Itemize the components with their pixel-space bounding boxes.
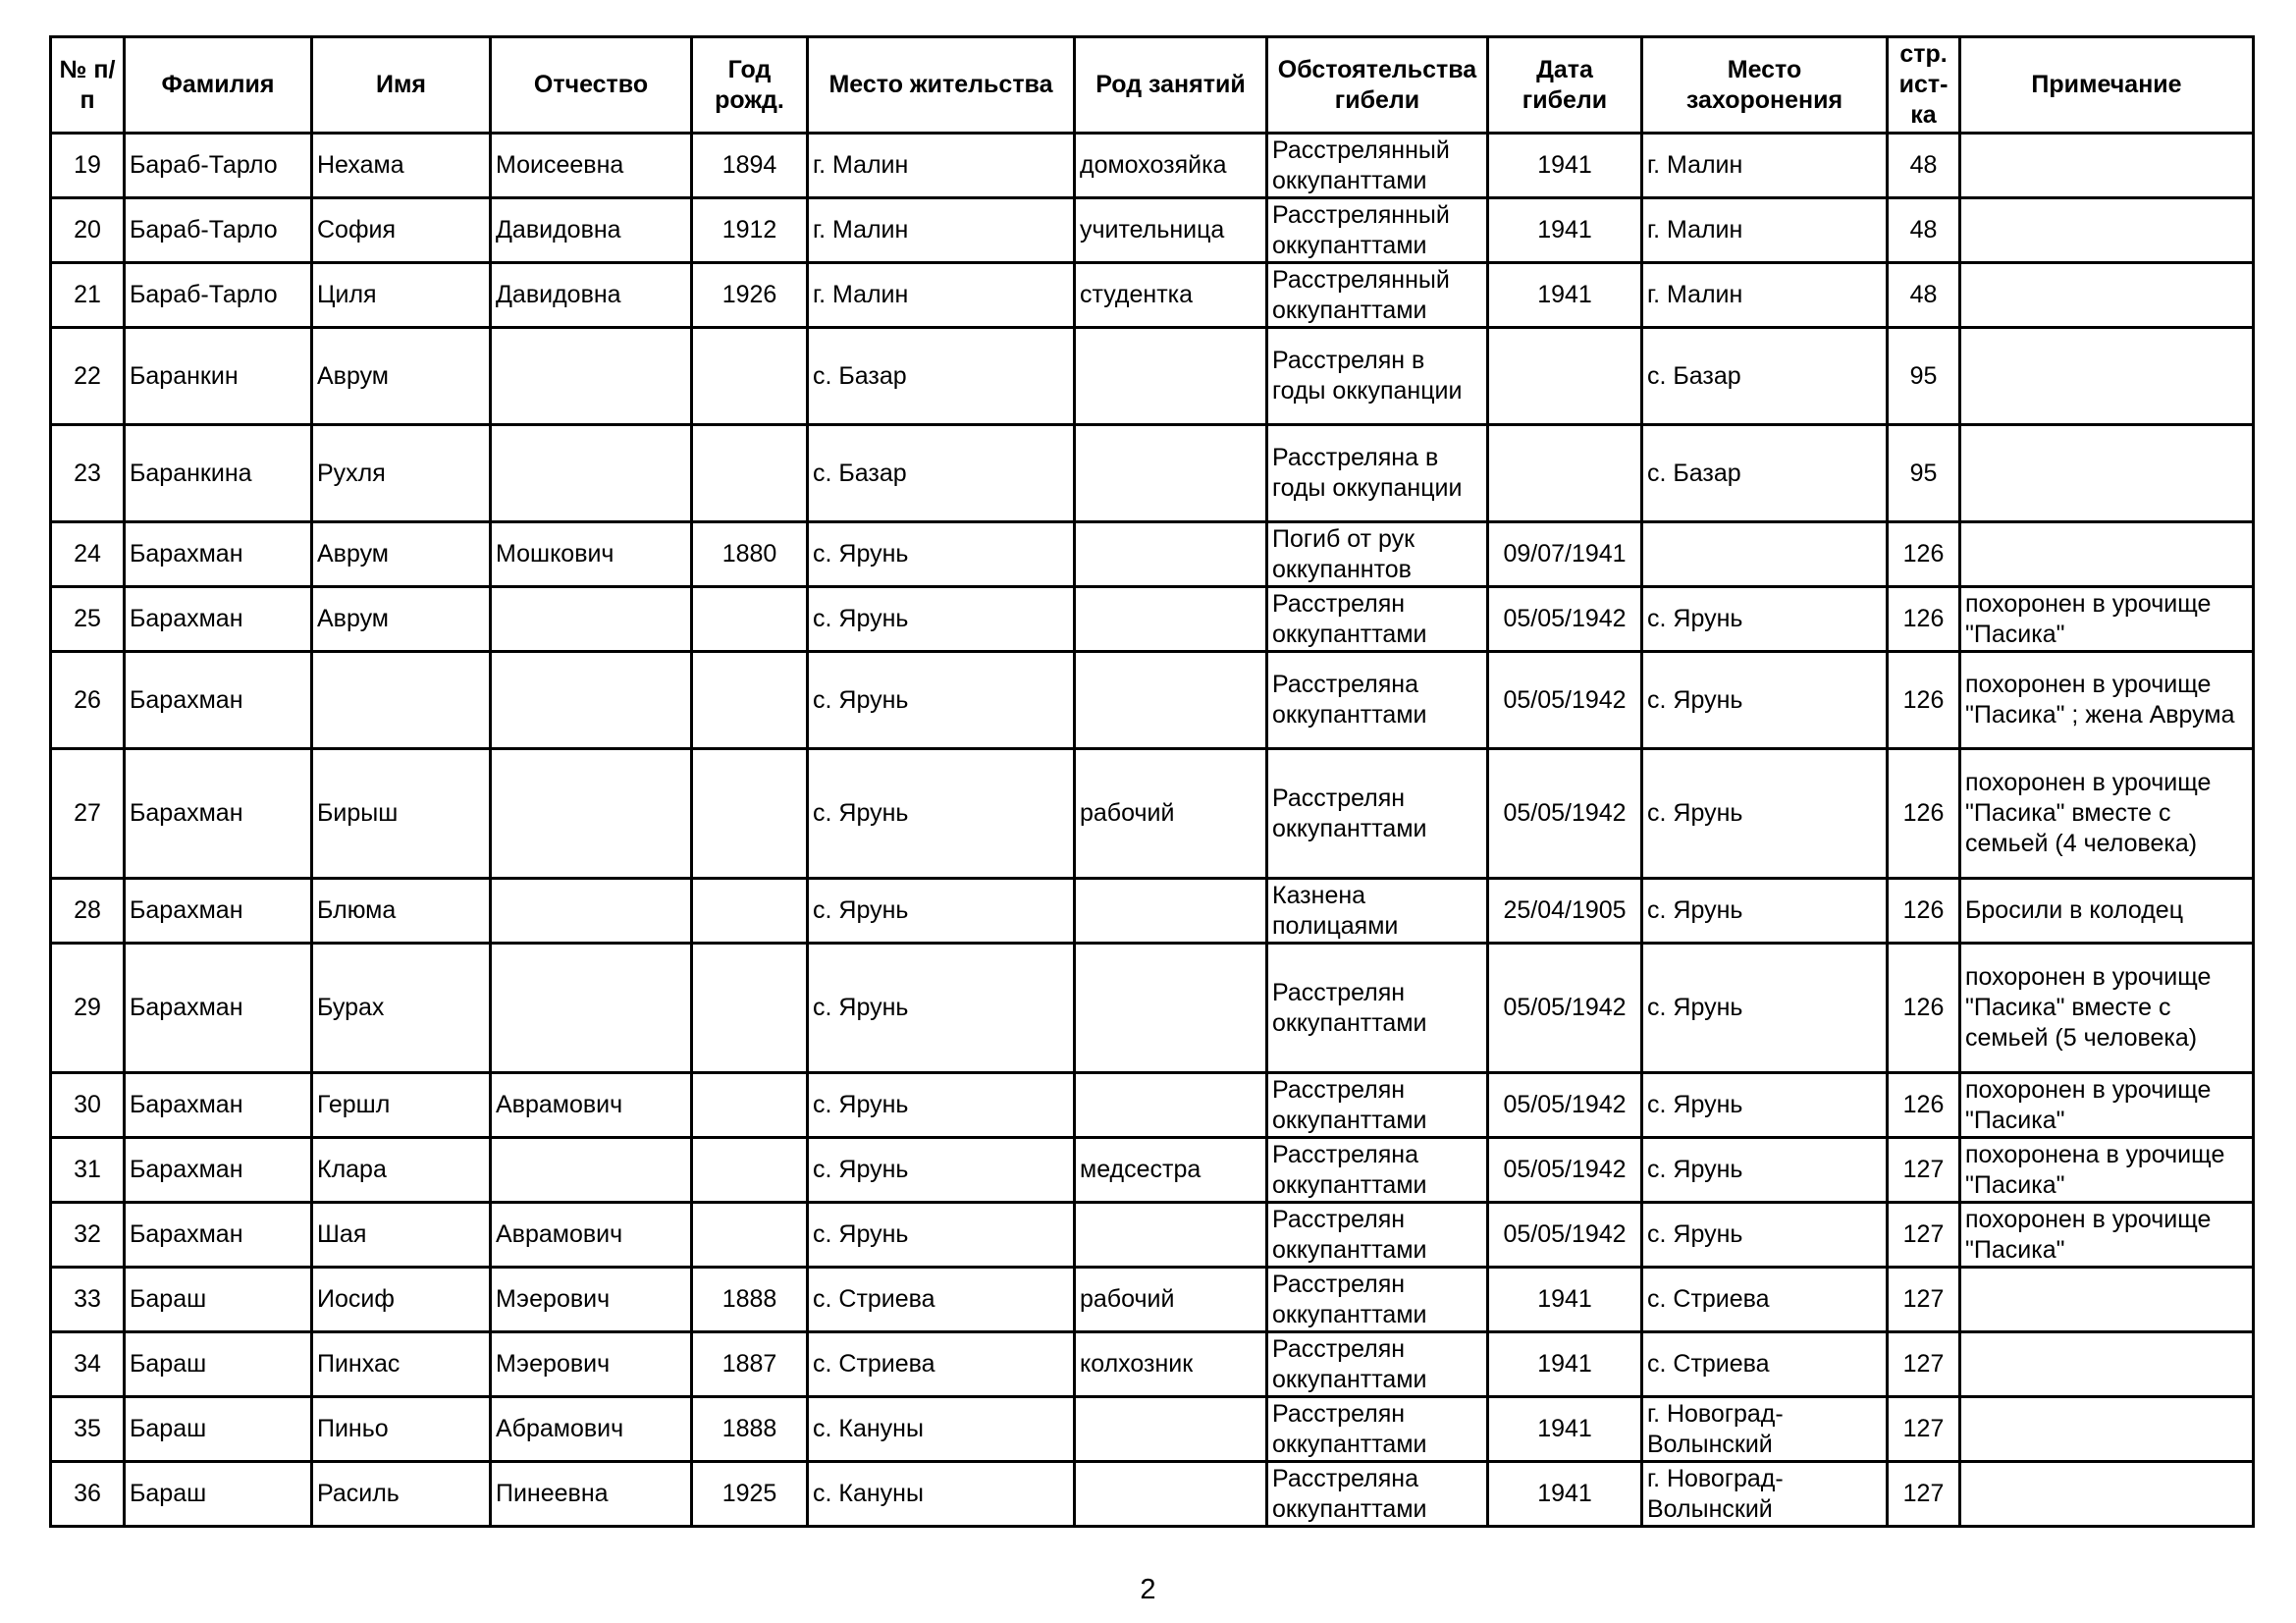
cell-death-date: 1941 [1488, 1462, 1642, 1527]
cell-birth-year [692, 1073, 808, 1138]
cell-burial-place: г. Малин [1642, 263, 1888, 328]
cell-patronymic: Давидовна [491, 263, 692, 328]
table-row [51, 587, 2254, 652]
table-row [51, 1073, 2254, 1138]
column-header-occupation: Род занятий [1075, 37, 1267, 134]
cell-patronymic [491, 749, 692, 879]
cell-death-date: 05/05/1942 [1488, 652, 1642, 749]
cell-surname: Барахман [125, 879, 312, 944]
cell-name [312, 652, 491, 749]
cell-surname: Барахман [125, 749, 312, 879]
cell-death-circumstances: Расстрелян в годы оккупанции [1267, 328, 1488, 425]
cell-surname: Барахман [125, 944, 312, 1073]
cell-patronymic [491, 652, 692, 749]
cell-name: Рухля [312, 425, 491, 522]
cell-name: Аврум [312, 328, 491, 425]
cell-name: Нехама [312, 134, 491, 198]
cell-death-circumstances: Расстрелян оккупанттами [1267, 1073, 1488, 1138]
cell-number: 20 [51, 198, 125, 263]
cell-number: 21 [51, 263, 125, 328]
cell-occupation: медсестра [1075, 1138, 1267, 1203]
cell-number: 36 [51, 1462, 125, 1527]
table-header-row [51, 37, 2254, 134]
cell-birth-year: 1880 [692, 522, 808, 587]
cell-number: 19 [51, 134, 125, 198]
cell-death-circumstances: Расстрелян оккупанттами [1267, 1397, 1488, 1462]
cell-surname: Бараш [125, 1462, 312, 1527]
cell-surname: Бараб-Тарло [125, 134, 312, 198]
cell-surname: Барахман [125, 587, 312, 652]
cell-note: похоронен в урочище "Пасика" [1960, 587, 2254, 652]
cell-death-circumstances: Расстрелян оккупанттами [1267, 587, 1488, 652]
cell-note [1960, 425, 2254, 522]
cell-name: Гершл [312, 1073, 491, 1138]
cell-birth-year: 1888 [692, 1268, 808, 1332]
cell-source-page: 48 [1888, 198, 1960, 263]
cell-surname: Бараб-Тарло [125, 263, 312, 328]
victims-table [49, 35, 2255, 1528]
page-number: 2 [1140, 1574, 1156, 1605]
cell-occupation: учительница [1075, 198, 1267, 263]
cell-note: похоронен в урочище "Пасика" ; жена Аврума [1960, 652, 2254, 749]
cell-death-circumstances: Расстрелян оккупанттами [1267, 1203, 1488, 1268]
cell-source-page: 95 [1888, 328, 1960, 425]
cell-residence: с. Ярунь [808, 879, 1075, 944]
cell-name: Аврум [312, 522, 491, 587]
cell-burial-place: г. Новоград-Волынский [1642, 1462, 1888, 1527]
cell-burial-place: с. Ярунь [1642, 879, 1888, 944]
cell-patronymic [491, 944, 692, 1073]
cell-note [1960, 1397, 2254, 1462]
column-header-number: № п/п [51, 37, 125, 134]
cell-surname: Бараш [125, 1332, 312, 1397]
cell-source-page: 95 [1888, 425, 1960, 522]
cell-patronymic [491, 879, 692, 944]
cell-residence: г. Малин [808, 263, 1075, 328]
cell-note [1960, 134, 2254, 198]
cell-death-date: 05/05/1942 [1488, 1073, 1642, 1138]
cell-surname: Барахман [125, 1138, 312, 1203]
cell-burial-place: с. Ярунь [1642, 749, 1888, 879]
cell-birth-year [692, 879, 808, 944]
table-row [51, 1268, 2254, 1332]
cell-source-page: 126 [1888, 587, 1960, 652]
table-row [51, 1203, 2254, 1268]
cell-death-date: 1941 [1488, 198, 1642, 263]
cell-surname: Барахман [125, 1073, 312, 1138]
cell-occupation [1075, 1397, 1267, 1462]
cell-patronymic [491, 328, 692, 425]
cell-death-date: 1941 [1488, 1332, 1642, 1397]
cell-residence: с. Ярунь [808, 944, 1075, 1073]
cell-number: 24 [51, 522, 125, 587]
cell-patronymic [491, 1138, 692, 1203]
cell-residence: с. Ярунь [808, 1203, 1075, 1268]
column-header-birth-year: Год рожд. [692, 37, 808, 134]
cell-burial-place: с. Ярунь [1642, 587, 1888, 652]
cell-burial-place: с. Базар [1642, 328, 1888, 425]
cell-occupation [1075, 587, 1267, 652]
cell-death-date: 05/05/1942 [1488, 749, 1642, 879]
column-header-death-date: Дата гибели [1488, 37, 1642, 134]
cell-patronymic: Пинеевна [491, 1462, 692, 1527]
cell-name: Клара [312, 1138, 491, 1203]
cell-name: Иосиф [312, 1268, 491, 1332]
cell-number: 22 [51, 328, 125, 425]
cell-source-page: 127 [1888, 1397, 1960, 1462]
cell-birth-year [692, 1138, 808, 1203]
cell-occupation: студентка [1075, 263, 1267, 328]
table-row [51, 879, 2254, 944]
cell-residence: с. Базар [808, 328, 1075, 425]
table-row [51, 328, 2254, 425]
cell-patronymic: Моисеевна [491, 134, 692, 198]
cell-birth-year: 1925 [692, 1462, 808, 1527]
column-header-source-page: стр. ист-ка [1888, 37, 1960, 134]
cell-source-page: 48 [1888, 134, 1960, 198]
column-header-name: Имя [312, 37, 491, 134]
cell-burial-place: с. Ярунь [1642, 652, 1888, 749]
cell-burial-place: г. Новоград-Волынский [1642, 1397, 1888, 1462]
cell-patronymic: Мэерович [491, 1268, 692, 1332]
cell-source-page: 126 [1888, 652, 1960, 749]
cell-residence: с. Ярунь [808, 587, 1075, 652]
cell-burial-place: с. Базар [1642, 425, 1888, 522]
cell-occupation [1075, 522, 1267, 587]
column-header-patronymic: Отчество [491, 37, 692, 134]
cell-burial-place: г. Малин [1642, 134, 1888, 198]
table-row [51, 1397, 2254, 1462]
cell-name: Аврум [312, 587, 491, 652]
cell-patronymic [491, 425, 692, 522]
cell-birth-year [692, 1203, 808, 1268]
cell-number: 34 [51, 1332, 125, 1397]
cell-source-page: 126 [1888, 1073, 1960, 1138]
cell-number: 27 [51, 749, 125, 879]
cell-number: 35 [51, 1397, 125, 1462]
table-row [51, 263, 2254, 328]
cell-residence: с. Ярунь [808, 652, 1075, 749]
cell-note [1960, 1462, 2254, 1527]
cell-occupation [1075, 879, 1267, 944]
cell-birth-year: 1888 [692, 1397, 808, 1462]
cell-note [1960, 263, 2254, 328]
cell-number: 29 [51, 944, 125, 1073]
cell-occupation [1075, 652, 1267, 749]
cell-birth-year [692, 652, 808, 749]
cell-residence: с. Кануны [808, 1462, 1075, 1527]
cell-burial-place: с. Ярунь [1642, 1138, 1888, 1203]
cell-residence: с. Кануны [808, 1397, 1075, 1462]
cell-number: 30 [51, 1073, 125, 1138]
cell-name: София [312, 198, 491, 263]
cell-death-date: 09/07/1941 [1488, 522, 1642, 587]
table-row [51, 944, 2254, 1073]
cell-occupation [1075, 328, 1267, 425]
cell-occupation: домохозяйка [1075, 134, 1267, 198]
cell-residence: г. Малин [808, 198, 1075, 263]
column-header-note: Примечание [1960, 37, 2254, 134]
cell-death-date: 05/05/1942 [1488, 1138, 1642, 1203]
cell-death-circumstances: Расстрелян оккупанттами [1267, 1268, 1488, 1332]
cell-death-circumstances: Расстрелянный оккупанттами [1267, 263, 1488, 328]
cell-surname: Бараб-Тарло [125, 198, 312, 263]
cell-occupation: рабочий [1075, 1268, 1267, 1332]
cell-note [1960, 328, 2254, 425]
cell-birth-year [692, 944, 808, 1073]
cell-surname: Барахман [125, 1203, 312, 1268]
cell-note: похоронен в урочище "Пасика" вместе с семьей (5 человека) [1960, 944, 2254, 1073]
cell-patronymic: Мэерович [491, 1332, 692, 1397]
cell-source-page: 126 [1888, 944, 1960, 1073]
cell-death-circumstances: Расстрелян оккупанттами [1267, 1332, 1488, 1397]
cell-residence: с. Ярунь [808, 749, 1075, 879]
cell-death-date: 1941 [1488, 1397, 1642, 1462]
cell-note [1960, 1268, 2254, 1332]
cell-name: Циля [312, 263, 491, 328]
cell-occupation [1075, 425, 1267, 522]
cell-burial-place: с. Стриева [1642, 1332, 1888, 1397]
cell-death-date: 1941 [1488, 263, 1642, 328]
cell-death-circumstances: Погиб от рук оккупаннтов [1267, 522, 1488, 587]
cell-occupation: рабочий [1075, 749, 1267, 879]
cell-name: Шая [312, 1203, 491, 1268]
cell-death-date: 05/05/1942 [1488, 587, 1642, 652]
cell-death-date [1488, 425, 1642, 522]
cell-death-circumstances: Расстреляна оккупанттами [1267, 1462, 1488, 1527]
cell-source-page: 126 [1888, 749, 1960, 879]
cell-burial-place [1642, 522, 1888, 587]
cell-residence: с. Стриева [808, 1332, 1075, 1397]
cell-name: Бурах [312, 944, 491, 1073]
cell-name: Пиньо [312, 1397, 491, 1462]
table-row [51, 1332, 2254, 1397]
cell-residence: с. Стриева [808, 1268, 1075, 1332]
cell-birth-year [692, 587, 808, 652]
cell-patronymic: Давидовна [491, 198, 692, 263]
column-header-surname: Фамилия [125, 37, 312, 134]
column-header-residence: Место жительства [808, 37, 1075, 134]
cell-death-circumstances: Расстрелянный оккупанттами [1267, 134, 1488, 198]
cell-surname: Барахман [125, 652, 312, 749]
cell-death-date: 25/04/1905 [1488, 879, 1642, 944]
table-row [51, 1462, 2254, 1527]
table-row [51, 652, 2254, 749]
cell-birth-year [692, 328, 808, 425]
cell-residence: с. Базар [808, 425, 1075, 522]
cell-occupation [1075, 1203, 1267, 1268]
cell-source-page: 127 [1888, 1332, 1960, 1397]
cell-note [1960, 198, 2254, 263]
cell-surname: Баранкин [125, 328, 312, 425]
cell-number: 28 [51, 879, 125, 944]
cell-source-page: 126 [1888, 879, 1960, 944]
cell-note: похоронен в урочище "Пасика" вместе с семьей (4 человека) [1960, 749, 2254, 879]
cell-patronymic: Мошкович [491, 522, 692, 587]
cell-surname: Бараш [125, 1397, 312, 1462]
column-header-death-circumstances: Обстоятельства гибели [1267, 37, 1488, 134]
cell-note: похоронена в урочище "Пасика" [1960, 1138, 2254, 1203]
cell-occupation [1075, 1073, 1267, 1138]
table-row [51, 198, 2254, 263]
cell-birth-year [692, 749, 808, 879]
cell-number: 26 [51, 652, 125, 749]
table-row [51, 749, 2254, 879]
cell-birth-year [692, 425, 808, 522]
cell-name: Блюма [312, 879, 491, 944]
cell-patronymic [491, 587, 692, 652]
cell-surname: Баранкина [125, 425, 312, 522]
cell-death-circumstances: Расстрелянный оккупанттами [1267, 198, 1488, 263]
cell-death-date: 1941 [1488, 1268, 1642, 1332]
cell-occupation: колхозник [1075, 1332, 1267, 1397]
cell-name: Пинхас [312, 1332, 491, 1397]
cell-death-circumstances: Расстреляна оккупанттами [1267, 1138, 1488, 1203]
cell-patronymic: Аврамович [491, 1203, 692, 1268]
cell-occupation [1075, 1462, 1267, 1527]
cell-source-page: 127 [1888, 1138, 1960, 1203]
cell-death-date: 05/05/1942 [1488, 1203, 1642, 1268]
cell-death-circumstances: Казнена полицаями [1267, 879, 1488, 944]
cell-surname: Барахман [125, 522, 312, 587]
cell-number: 23 [51, 425, 125, 522]
cell-birth-year: 1887 [692, 1332, 808, 1397]
cell-source-page: 127 [1888, 1268, 1960, 1332]
cell-occupation [1075, 944, 1267, 1073]
cell-birth-year: 1926 [692, 263, 808, 328]
cell-note: похоронен в урочище "Пасика" [1960, 1073, 2254, 1138]
cell-source-page: 127 [1888, 1203, 1960, 1268]
cell-surname: Бараш [125, 1268, 312, 1332]
cell-death-circumstances: Расстреляна в годы оккупанции [1267, 425, 1488, 522]
cell-name: Бирыш [312, 749, 491, 879]
table-row [51, 425, 2254, 522]
cell-death-circumstances: Расстрелян оккупанттами [1267, 749, 1488, 879]
cell-name: Расиль [312, 1462, 491, 1527]
cell-death-circumstances: Расстрелян оккупанттами [1267, 944, 1488, 1073]
table-row [51, 134, 2254, 198]
cell-patronymic: Аврамович [491, 1073, 692, 1138]
cell-residence: с. Ярунь [808, 1138, 1075, 1203]
column-header-burial-place: Место захоронения [1642, 37, 1888, 134]
cell-note: Бросили в колодец [1960, 879, 2254, 944]
cell-number: 32 [51, 1203, 125, 1268]
cell-source-page: 48 [1888, 263, 1960, 328]
cell-number: 33 [51, 1268, 125, 1332]
cell-death-date: 1941 [1488, 134, 1642, 198]
table-row [51, 1138, 2254, 1203]
cell-death-date: 05/05/1942 [1488, 944, 1642, 1073]
cell-burial-place: с. Стриева [1642, 1268, 1888, 1332]
cell-birth-year: 1894 [692, 134, 808, 198]
cell-residence: г. Малин [808, 134, 1075, 198]
cell-burial-place: г. Малин [1642, 198, 1888, 263]
cell-note [1960, 522, 2254, 587]
table-row [51, 522, 2254, 587]
cell-note: похоронен в урочище "Пасика" [1960, 1203, 2254, 1268]
cell-death-circumstances: Расстреляна оккупанттами [1267, 652, 1488, 749]
cell-residence: с. Ярунь [808, 522, 1075, 587]
cell-source-page: 127 [1888, 1462, 1960, 1527]
cell-burial-place: с. Ярунь [1642, 1203, 1888, 1268]
cell-burial-place: с. Ярунь [1642, 944, 1888, 1073]
cell-patronymic: Абрамович [491, 1397, 692, 1462]
cell-number: 31 [51, 1138, 125, 1203]
cell-death-date [1488, 328, 1642, 425]
cell-birth-year: 1912 [692, 198, 808, 263]
cell-source-page: 126 [1888, 522, 1960, 587]
cell-note [1960, 1332, 2254, 1397]
cell-burial-place: с. Ярунь [1642, 1073, 1888, 1138]
cell-number: 25 [51, 587, 125, 652]
cell-residence: с. Ярунь [808, 1073, 1075, 1138]
